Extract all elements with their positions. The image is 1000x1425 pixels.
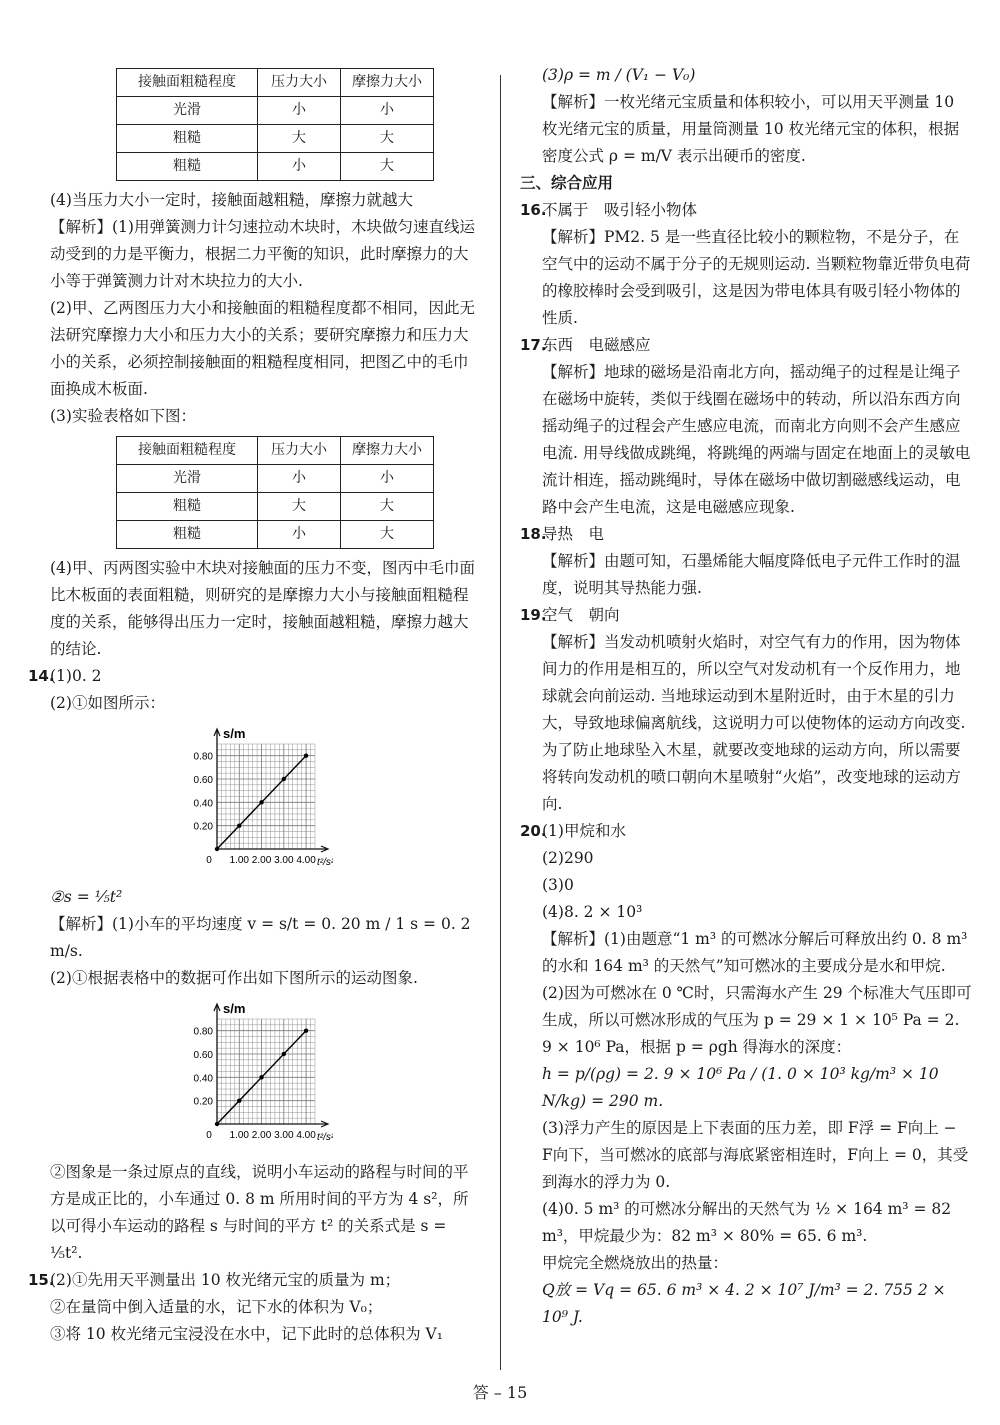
data-point bbox=[259, 1075, 263, 1079]
table-cell: 大 bbox=[258, 125, 341, 153]
data-point bbox=[282, 1052, 286, 1056]
analysis-paragraph: 【解析】(1)由题意“1 m³ 的可燃冰分解后可释放出约 0. 8 m³ 的水和 164 m³ 的天然气”知可燃冰的主要成分是水和甲烷. bbox=[542, 930, 968, 975]
analysis-paragraph: (2)因为可燃冰在 0 ℃时，只需海水产生 29 个标准大气压即可生成，所以可燃冰形成的气压为 p = 29 × 1 × 10⁵ Pa = 2. 9 × 10⁶ Pa，根据 p = ρgh 得海水的深度： bbox=[542, 984, 972, 1056]
table-cell: 大 bbox=[258, 493, 341, 521]
analysis-paragraph: 【解析】一枚光绪元宝质量和体积较小，可以用天平测量 10 枚光绪元宝的质量，用量筒测量 10 枚光绪元宝的体积，根据密度公式 ρ = m/V 表示出硬币的密度. bbox=[542, 93, 960, 165]
friction-table-2 bbox=[116, 436, 434, 549]
y-axis-label: s/m bbox=[223, 1001, 246, 1016]
table-cell: 大 bbox=[341, 153, 434, 181]
table-row bbox=[117, 493, 434, 521]
question-17 bbox=[520, 332, 972, 521]
x-tick-label: 0 bbox=[206, 1130, 212, 1141]
table-cell: 粗糙 bbox=[117, 521, 258, 549]
x-tick-label: 4.00 bbox=[296, 1130, 316, 1141]
table-cell: 小 bbox=[258, 465, 341, 493]
question-number: 15. bbox=[28, 1271, 55, 1289]
answer-line: 不属于 吸引轻小物体 bbox=[542, 201, 698, 219]
data-point bbox=[237, 1098, 241, 1102]
data-point bbox=[215, 847, 219, 851]
question-19 bbox=[520, 602, 972, 818]
question-16 bbox=[520, 197, 972, 332]
analysis-paragraph: 【解析】当发动机喷射火焰时，对空气有力的作用，因为物体间力的作用是相互的，所以空气对发动机有一个反作用力，地球就会向前运动. 当地球运动到木星附近时，由于木星的引力大，导致地球偏离航线，这说明力可以使物体的运动方向改变. 为了防止地球坠入木星，就要改变地球的运动方向，所以需要将转向发动机的喷口朝向木星喷射“火焰”，改变地球的运动方向. bbox=[542, 633, 966, 813]
left-column bbox=[28, 62, 480, 1348]
question-18 bbox=[520, 521, 972, 602]
y-tick-label: 0.80 bbox=[193, 751, 213, 763]
table-header: 接触面粗糙程度 bbox=[117, 69, 258, 97]
column-divider bbox=[500, 75, 501, 1370]
table-cell: 光滑 bbox=[117, 97, 258, 125]
table-cell: 小 bbox=[341, 465, 434, 493]
analysis-paragraph: 【解析】(1)用弹簧测力计匀速拉动木块时，木块做匀速直线运动受到的力是平衡力，根据二力平衡的知识，此时摩擦力的大小等于弹簧测力计对木块拉力的大小. bbox=[50, 218, 475, 290]
x-axis-label: t²/s² bbox=[317, 857, 333, 868]
data-point bbox=[237, 823, 241, 827]
right-column bbox=[520, 62, 972, 1331]
analysis-paragraph: (4)甲、丙两图实验中木块对接触面的压力不变，图丙中毛巾面比木板面的表面粗糙，则研究的是摩擦力大小与接触面粗糙程度的关系，能够得出压力一定时，接触面越粗糙，摩擦力越大的结论. bbox=[50, 559, 475, 658]
answer-line: 东西 电磁感应 bbox=[542, 336, 651, 354]
question-20 bbox=[520, 818, 972, 1331]
table-header: 摩擦力大小 bbox=[341, 437, 434, 465]
y-tick-label: 0.20 bbox=[193, 821, 213, 833]
analysis-paragraph: (3)实验表格如下图： bbox=[50, 407, 196, 425]
data-point bbox=[304, 1028, 308, 1032]
answer-line: ②在量筒中倒入适量的水，记下水的体积为 V₀； bbox=[50, 1298, 383, 1316]
analysis-paragraph: 【解析】(1)小车的平均速度 v = s/t = 0. 20 m / 1 s = 0. 2 m/s. bbox=[50, 915, 471, 960]
st-graph-1 bbox=[173, 721, 333, 871]
y-tick-label: 0.80 bbox=[193, 1026, 213, 1038]
table-row bbox=[117, 465, 434, 493]
table-cell: 粗糙 bbox=[117, 125, 258, 153]
data-point bbox=[215, 1122, 219, 1126]
friction-table-1 bbox=[116, 68, 434, 181]
x-tick-label: 3.00 bbox=[274, 855, 294, 866]
table-cell: 小 bbox=[341, 97, 434, 125]
answer-line: (4)8. 2 × 10³ bbox=[542, 903, 643, 921]
analysis-paragraph: 甲烷完全燃烧放出的热量： bbox=[542, 1254, 729, 1272]
answer-line: (2)①先用天平测量出 10 枚光绪元宝的质量为 m； bbox=[50, 1271, 401, 1289]
y-tick-label: 0.20 bbox=[193, 1096, 213, 1108]
answer-line: (4)当压力大小一定时，接触面越粗糙，摩擦力就越大 bbox=[50, 191, 413, 209]
question-14 bbox=[28, 663, 480, 717]
question-number: 14. bbox=[28, 667, 55, 685]
data-point bbox=[259, 800, 263, 804]
answer-line: (1)0. 2 bbox=[50, 667, 102, 685]
answer-line: (3)ρ = m / (V₁ − V₀) bbox=[542, 66, 696, 84]
section-heading: 三、综合应用 bbox=[520, 174, 614, 192]
table-cell: 小 bbox=[258, 97, 341, 125]
x-tick-label: 3.00 bbox=[274, 1130, 294, 1141]
table-cell: 粗糙 bbox=[117, 493, 258, 521]
table-cell: 小 bbox=[258, 153, 341, 181]
data-point bbox=[282, 777, 286, 781]
table-row bbox=[117, 97, 434, 125]
table-row bbox=[117, 125, 434, 153]
analysis-paragraph: 【解析】由题可知，石墨烯能大幅度降低电子元件工作时的温度，说明其导热能力强. bbox=[542, 552, 961, 597]
analysis-paragraph: 【解析】地球的磁场是沿南北方向，摇动绳子的过程是让绳子在磁场中旋转，类似于线圈在磁场中的转动，所以沿东西方向摇动绳子的过程会产生感应电流，而南北方向则不会产生感应电流. 用导线做成跳绳，将跳绳的两端与固定在地面上的灵敏电流计相连，摇动跳绳时，导体在磁场中做切割磁感线运动，电路中会产生电流，这是电磁感应现象. bbox=[542, 363, 971, 516]
y-tick-label: 0.60 bbox=[193, 1050, 213, 1061]
answer-line: ③将 10 枚光绪元宝浸没在水中，记下此时的总体积为 V₁ bbox=[50, 1325, 443, 1343]
table-cell: 大 bbox=[341, 493, 434, 521]
st-graph-2 bbox=[173, 996, 333, 1146]
analysis-paragraph: (4)0. 5 m³ 的可燃冰分解出的天然气为 ½ × 164 m³ = 82 m³，甲烷最少为：82 m³ × 80% = 65. 6 m³. bbox=[542, 1200, 952, 1245]
question-15 bbox=[28, 1267, 480, 1348]
answer-line: 导热 电 bbox=[542, 525, 605, 543]
x-tick-label: 4.00 bbox=[296, 855, 316, 866]
question-number: 17. bbox=[520, 336, 547, 354]
page-number: 答 – 15 bbox=[472, 1383, 528, 1402]
x-tick-label: 1.00 bbox=[229, 855, 250, 866]
question-number: 18. bbox=[520, 525, 547, 543]
x-tick-label: 2.00 bbox=[251, 855, 272, 866]
table-header: 摩擦力大小 bbox=[341, 69, 434, 97]
x-tick-label: 2.00 bbox=[251, 1130, 272, 1141]
answer-line: (2)①如图所示： bbox=[50, 694, 165, 712]
y-axis-label: s/m bbox=[223, 726, 246, 741]
question-number: 20. bbox=[520, 822, 547, 840]
analysis-paragraph: ②图象是一条过原点的直线，说明小车运动的路程与时间的平方是成正比的，小车通过 0. 8 m 所用时间的平方为 4 s²，所以可得小车运动的路程 s 与时间的平方 t² 的关系式是 s = ⅕t². bbox=[50, 1163, 469, 1262]
data-point bbox=[304, 753, 308, 757]
y-tick-label: 0.40 bbox=[193, 798, 213, 810]
table-row bbox=[117, 521, 434, 549]
table-cell: 小 bbox=[258, 521, 341, 549]
y-tick-label: 0.60 bbox=[193, 775, 213, 786]
x-tick-label: 1.00 bbox=[229, 1130, 250, 1141]
table-header: 压力大小 bbox=[258, 437, 341, 465]
answer-line: ②s = ⅕t² bbox=[50, 888, 123, 906]
analysis-paragraph: (2)①根据表格中的数据可作出如下图所示的运动图象. bbox=[50, 969, 418, 987]
formula-line: Q放 = Vq = 65. 6 m³ × 4. 2 × 10⁷ J/m³ = 2. 755 2 × 10⁹ J. bbox=[542, 1281, 946, 1326]
analysis-paragraph: (3)浮力产生的原因是上下表面的压力差，即 F浮 = F向上 − F向下，当可燃冰的底部与海底紧密相连时，F向上 = 0，其受到海水的浮力为 0. bbox=[542, 1119, 969, 1191]
question-number: 16. bbox=[520, 201, 547, 219]
answer-line: (1)甲烷和水 bbox=[542, 822, 626, 840]
answer-line: (3)0 bbox=[542, 876, 574, 894]
formula-line: h = p/(ρg) = 2. 9 × 10⁶ Pa / (1. 0 × 10³ kg/m³ × 10 N/kg) = 290 m. bbox=[542, 1065, 939, 1110]
analysis-paragraph: (2)甲、乙两图压力大小和接触面的粗糙程度都不相同，因此无法研究摩擦力大小和压力大小的关系；要研究摩擦力和压力大小的关系，必须控制接触面的粗糙程度相同，把图乙中的毛巾面换成木板面. bbox=[50, 299, 475, 398]
analysis-paragraph: 【解析】PM2. 5 是一些直径比较小的颗粒物，不是分子，在空气中的运动不属于分子的无规则运动. 当颗粒物靠近带负电荷的橡胶棒时会受到吸引，这是因为带电体具有吸引轻小物体的性质. bbox=[542, 228, 971, 327]
x-axis-label: t²/s² bbox=[317, 1132, 333, 1143]
y-tick-label: 0.40 bbox=[193, 1073, 213, 1085]
table-row bbox=[117, 153, 434, 181]
table-header: 接触面粗糙程度 bbox=[117, 437, 258, 465]
table-cell: 大 bbox=[341, 125, 434, 153]
table-header: 压力大小 bbox=[258, 69, 341, 97]
table-cell: 光滑 bbox=[117, 465, 258, 493]
answer-line: (2)290 bbox=[542, 849, 594, 867]
question-number: 19. bbox=[520, 606, 547, 624]
answer-line: 空气 朝向 bbox=[542, 606, 620, 624]
x-tick-label: 0 bbox=[206, 855, 212, 866]
table-cell: 粗糙 bbox=[117, 153, 258, 181]
table-cell: 大 bbox=[341, 521, 434, 549]
